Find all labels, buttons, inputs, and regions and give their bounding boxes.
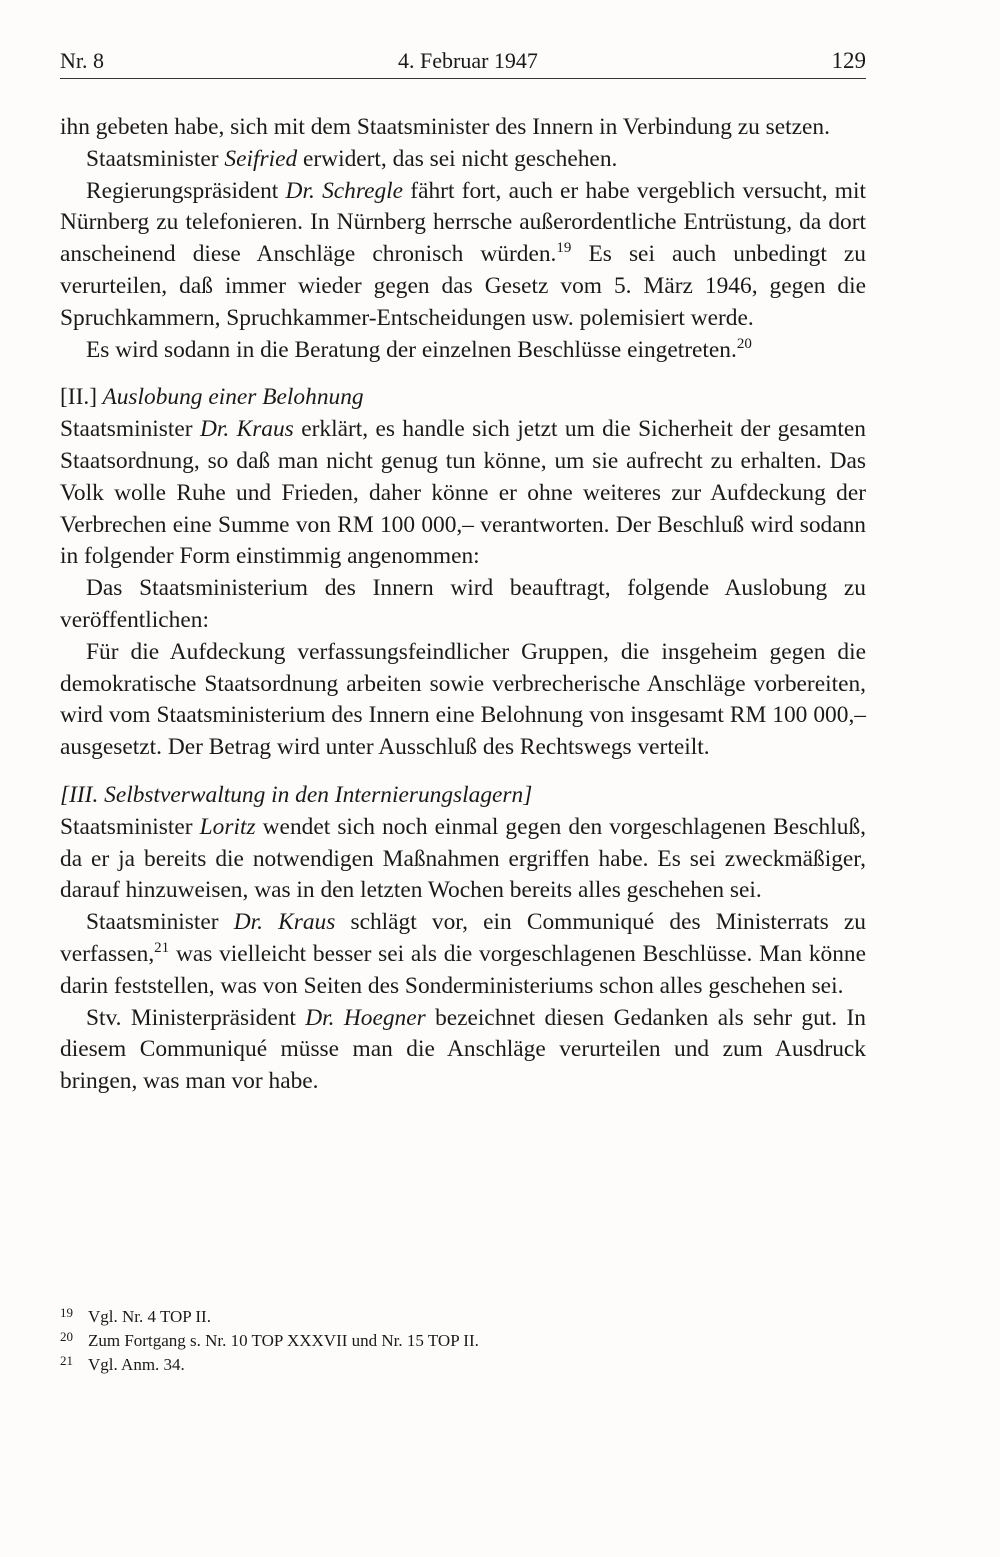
footnote (60, 1329, 866, 1353)
section-title: [III. Selbstverwaltung in den Internierungslagern] (60, 781, 533, 808)
paragraph-text: bezeichnet diesen Gedanken als sehr gut. In diesem Communiqué müsse man die Anschläge verurteilen und zum Ausdruck bringen, was man vor habe. (60, 1004, 866, 1095)
page-number: 129 (831, 48, 866, 73)
body-text (60, 112, 866, 1098)
footnote-text: Vgl. Nr. 4 TOP II. (88, 1307, 211, 1326)
paragraph-text: Für die Aufdeckung verfassungsfeindlicher Gruppen, die insgeheim gegen die demokratische Staatsordnung arbeiten sowie verbrecherische Anschläge vorbereiten, wird vom Staatsministerium des Innern eine Belohnung von insgesamt RM 100 000,– ausgesetzt. Der Betrag wird unter Ausschluß des Rechtswegs verteilt. (60, 638, 866, 761)
paragraph-text: Staatsminister (86, 145, 225, 172)
header-date: 4. Februar 1947 (398, 48, 538, 73)
section-title: Auslobung einer Belohnung (97, 384, 364, 411)
paragraph-text: erwidert, das sei nicht geschehen. (297, 145, 618, 172)
paragraph-text: Das Staatsministerium des Innern wird beauftragt, folgende Auslobung zu veröffentlichen: (60, 575, 866, 633)
paragraph (60, 1003, 866, 1098)
section-heading (60, 780, 866, 812)
footnote (60, 1353, 866, 1377)
person-name: Loritz (199, 813, 256, 840)
paragraph-text: was vielleicht besser sei als die vorgeschlagenen Beschlüsse. Man könne darin feststellen, was von Seiten des Sonderministeriums schon alles geschehen sei. (60, 940, 866, 999)
paragraph (60, 414, 866, 573)
paragraph-text: Staatsminister (60, 416, 200, 443)
paragraph-text: schlägt vor, ein Communiqué des Ministerrats zu verfassen, (60, 909, 866, 967)
person-name: Dr. Schregle (285, 177, 404, 204)
paragraph (60, 812, 866, 907)
section-heading (60, 382, 866, 414)
page-header (60, 44, 866, 79)
paragraph-text: Es sei auch unbedingt zu verurteilen, daß immer wieder gegen das Gesetz vom 5. März 1946, gegen die Spruchkammern, Spruchkammer-Entscheidungen usw. polemisiert werde. (60, 241, 866, 331)
paragraph (60, 573, 866, 637)
paragraph-text: ihn gebeten habe, sich mit dem Staatsminister des Innern in Verbindung zu setzen. (60, 114, 830, 140)
paragraph-text: Staatsminister (86, 909, 234, 936)
paragraph (60, 335, 866, 367)
footnote (60, 1305, 866, 1329)
issue-number: Nr. 8 (60, 48, 104, 73)
footnotes (60, 1305, 866, 1377)
footnote-ref[interactable]: 20 (736, 335, 752, 352)
footnote-number: 21 (60, 1353, 73, 1368)
footnote-number: 20 (60, 1329, 73, 1344)
person-name: Dr. Kraus (233, 909, 336, 936)
person-name: Dr. Kraus (199, 416, 294, 443)
paragraph-text: Es wird sodann in die Beratung der einzelnen Beschlüsse eingetreten. (86, 336, 737, 363)
paragraph (60, 144, 866, 176)
footnote-text: Vgl. Anm. 34. (88, 1355, 185, 1374)
footnote-ref[interactable]: 21 (154, 940, 170, 957)
paragraph (60, 112, 866, 144)
paragraph (60, 176, 866, 335)
paragraph-text: wendet sich noch einmal gegen den vorgeschlagenen Beschluß, da er ja bereits die notwendigen Maßnahmen ergriffen habe. Es sei zweckmäßiger, darauf hinzuweisen, was in den letzten Wochen bereits alles geschehen sei. (60, 813, 866, 904)
footnote-number: 19 (60, 1305, 73, 1320)
paragraph-text: fährt fort, auch er habe vergeblich versucht, mit Nürnberg zu telefonieren. In Nürnberg herrsche außerordentliche Entrüstung, da dort anscheinend diese Anschläge chronisch würden. (60, 177, 866, 268)
paragraph (60, 637, 866, 764)
paragraph-text: Regierungspräsident (86, 177, 286, 204)
paragraph-text: Stv. Ministerpräsident (86, 1004, 306, 1031)
paragraph-text: erklärt, es handle sich jetzt um die Sicherheit der gesamten Staatsordnung, so daß man nicht genug tun könne, um sie aufrecht zu erhalten. Das Volk wolle Ruhe und Frieden, daher könne er ohne weiteres zur Aufdeckung der Verbrechen eine Summe von RM 100 000,– verantworten. Der Beschluß wird sodann in folgender Form einstimmig angenommen: (60, 416, 866, 570)
paragraph-text: Staatsminister (60, 813, 200, 840)
paragraph (60, 907, 866, 1002)
person-name: Seifried (224, 145, 298, 172)
section-number: [II.] (60, 384, 98, 411)
footnote-ref[interactable]: 19 (556, 240, 572, 257)
person-name: Dr. Hoegner (305, 1004, 426, 1031)
footnote-text: Zum Fortgang s. Nr. 10 TOP XXXVII und Nr. 15 TOP II. (88, 1331, 479, 1350)
